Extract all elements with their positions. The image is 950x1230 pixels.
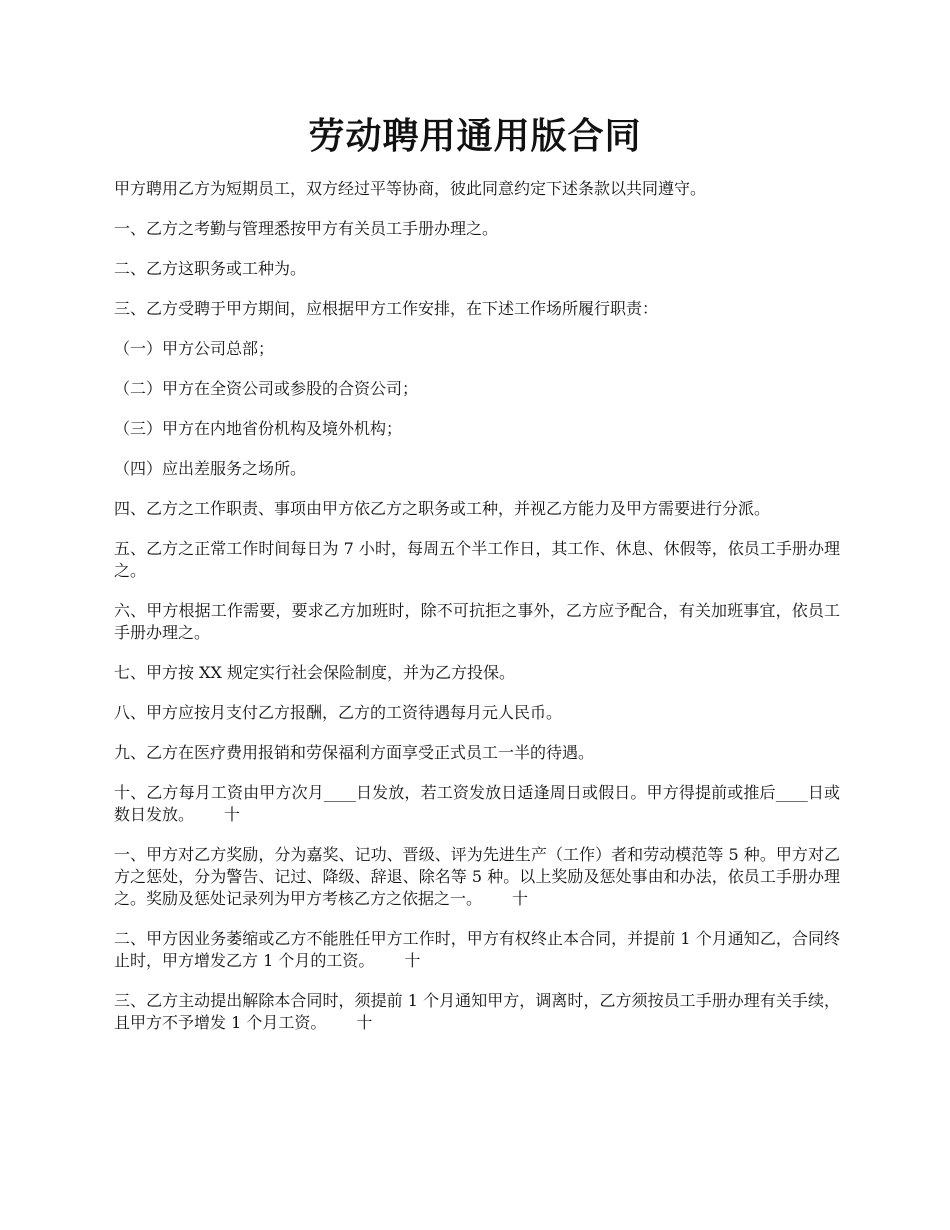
paragraph-text: 三、乙方主动提出解除本合同时，须提前 1 个月通知甲方，调离时，乙方须按员工手册办理有关手续，且甲方不予增发 1 个月工资。	[114, 991, 840, 1032]
paragraph-text: （三）甲方在内地省份机构及境外机构；	[114, 419, 403, 438]
paragraph-clause-11	[114, 844, 840, 910]
paragraph-subitem-2	[114, 378, 840, 400]
paragraph-clause-4	[114, 498, 840, 520]
paragraph-clause-10	[114, 782, 840, 826]
paragraph-text: 五、乙方之正常工作时间每日为 7 小时，每周五个半工作日，其工作、休息、休假等，依员工手册办理之。	[114, 539, 840, 580]
paragraph-text: （一）甲方公司总部；	[114, 339, 275, 358]
paragraph-text: 六、甲方根据工作需要，要求乙方加班时，除不可抗拒之事外，乙方应予配合，有关加班事宜，依员工手册办理之。	[114, 601, 840, 642]
paragraph-tail: 十	[404, 951, 421, 970]
paragraph-clause-7	[114, 662, 840, 684]
paragraph-clause-12	[114, 928, 840, 972]
paragraph-text: 七、甲方按 XX 规定实行社会保险制度，并为乙方投保。	[114, 663, 515, 682]
paragraph-clause-13	[114, 990, 840, 1034]
paragraph-text: 四、乙方之工作职责、事项由甲方依乙方之职务或工种，并视乙方能力及甲方需要进行分派。	[114, 499, 771, 518]
paragraph-clause-5	[114, 538, 840, 582]
paragraph-preamble	[114, 178, 840, 200]
paragraph-text: 八、甲方应按月支付乙方报酬，乙方的工资待遇每月元人民币。	[114, 703, 563, 722]
paragraph-subitem-1	[114, 338, 840, 360]
paragraph-text: 二、甲方因业务萎缩或乙方不能胜任甲方工作时，甲方有权终止本合同，并提前 1 个月通知乙，合同终止时，甲方增发乙方 1 个月的工资。	[114, 929, 840, 970]
paragraph-tail: 十	[512, 889, 529, 908]
paragraph-tail: 十	[224, 805, 241, 824]
paragraph-clause-1	[114, 218, 840, 240]
paragraph-clause-6	[114, 600, 840, 644]
paragraph-text: 一、甲方对乙方奖励，分为嘉奖、记功、晋级、评为先进生产（工作）者和劳动模范等 5 种。甲方对乙方之惩处，分为警告、记过、降级、辞退、除名等 5 种。以上奖励及惩处事由和办法，依员工手册办理之。奖励及惩处记录列为甲方考核乙方之依据之一。	[114, 845, 840, 908]
paragraph-text: 九、乙方在医疗费用报销和劳保福利方面享受正式员工一半的待遇。	[114, 743, 595, 762]
paragraph-text: 二、乙方这职务或工种为。	[114, 259, 307, 278]
paragraph-clause-3	[114, 298, 840, 320]
document-body	[114, 178, 840, 1052]
paragraph-text: （二）甲方在全资公司或参股的合资公司；	[114, 379, 419, 398]
paragraph-text: 十、乙方每月工资由甲方次月____日发放，若工资发放日适逢周日或假日。甲方得提前或推后____日或数日发放。	[114, 783, 840, 824]
paragraph-clause-9	[114, 742, 840, 764]
paragraph-text: 三、乙方受聘于甲方期间，应根据甲方工作安排，在下述工作场所履行职责：	[114, 299, 659, 318]
paragraph-subitem-4	[114, 458, 840, 480]
paragraph-clause-8	[114, 702, 840, 724]
paragraph-subitem-3	[114, 418, 840, 440]
document-title: 劳动聘用通用版合同	[308, 115, 642, 157]
paragraph-text: 甲方聘用乙方为短期员工，双方经过平等协商，彼此同意约定下述条款以共同遵守。	[114, 179, 707, 198]
paragraph-tail: 十	[356, 1013, 373, 1032]
paragraph-clause-2	[114, 258, 840, 280]
paragraph-text: 一、乙方之考勤与管理悉按甲方有关员工手册办理之。	[114, 219, 499, 238]
paragraph-text: （四）应出差服务之场所。	[114, 459, 307, 478]
